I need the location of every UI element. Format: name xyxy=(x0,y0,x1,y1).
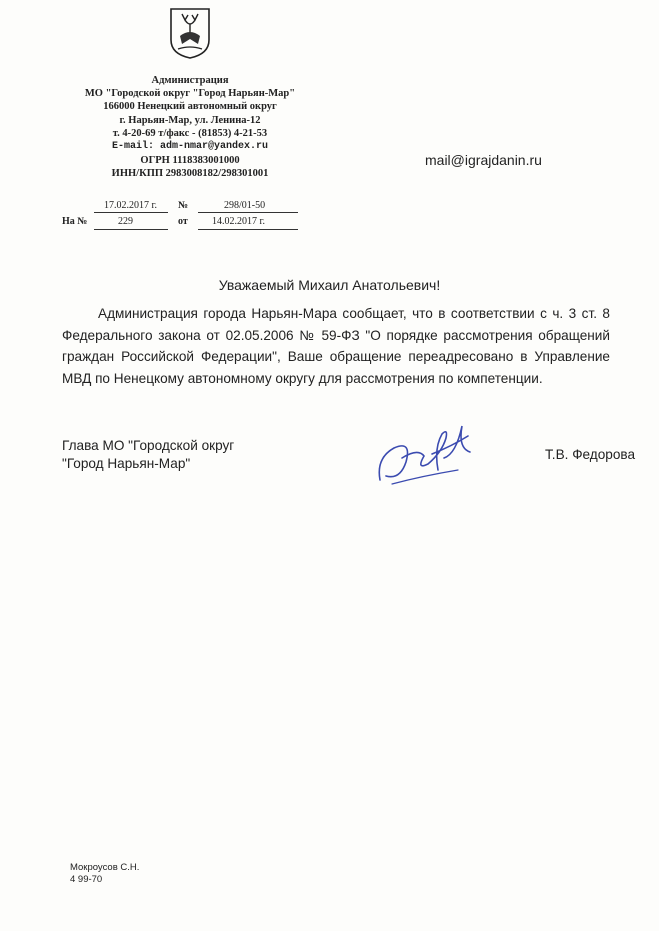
reply-date: 14.02.2017 г. xyxy=(212,216,265,227)
letterhead-line: МО "Городской округ "Город Нарьян-Мар" xyxy=(84,88,296,99)
letter-body: Администрация города Нарьян-Мара сообщает, что в соответствии с ч. 3 ст. 8 Федерального закона от 02.05.2006 № 59-ФЗ "О порядке рассмотрения обращений граждан Российской Федерации", Ваше обращение переадресовано в Управление МВД по Ненецкому автономному округу для рассмотрения по компетенции. xyxy=(62,306,610,386)
letterhead-line: Администрация xyxy=(151,75,229,86)
letterhead-line: г. Нарьян-Мар, ул. Ленина-12 xyxy=(119,115,261,126)
letterhead-email: E-mail: adm-nmar@yandex.ru xyxy=(111,141,269,152)
signatory-name: Т.В. Федорова xyxy=(545,447,636,462)
executor-name: Мокроусов С.Н. xyxy=(70,862,140,873)
letterhead-line: 166000 Ненецкий автономный округ xyxy=(103,101,277,112)
handwritten-signature xyxy=(372,418,482,490)
executor-block xyxy=(70,862,139,886)
letterhead-line: т. 4-20-69 т/факс - (81853) 4-21-53 xyxy=(112,128,268,139)
outgoing-number: 298/01-50 xyxy=(224,200,266,211)
from-label: от xyxy=(178,216,188,227)
reply-label: На № xyxy=(62,216,88,227)
reply-number: 229 xyxy=(118,216,133,227)
signatory-title-line1: Глава МО "Городской округ xyxy=(62,438,235,453)
outgoing-date: 17.02.2017 г. xyxy=(104,200,157,211)
greeting: Уважаемый Михаил Анатольевич! xyxy=(218,277,441,293)
executor-phone: 4 99-70 xyxy=(70,874,103,885)
letterhead-inn: ИНН/КПП 2983008182/298301001 xyxy=(111,168,269,179)
signatory-title-line2: "Город Нарьян-Мар" xyxy=(62,456,191,471)
letterhead-ogrn: ОГРН 1118383001000 xyxy=(140,155,240,166)
coat-of-arms-icon xyxy=(168,6,212,60)
recipient-email: mail@igrajdanin.ru xyxy=(425,152,542,168)
number-label: № xyxy=(178,200,189,211)
